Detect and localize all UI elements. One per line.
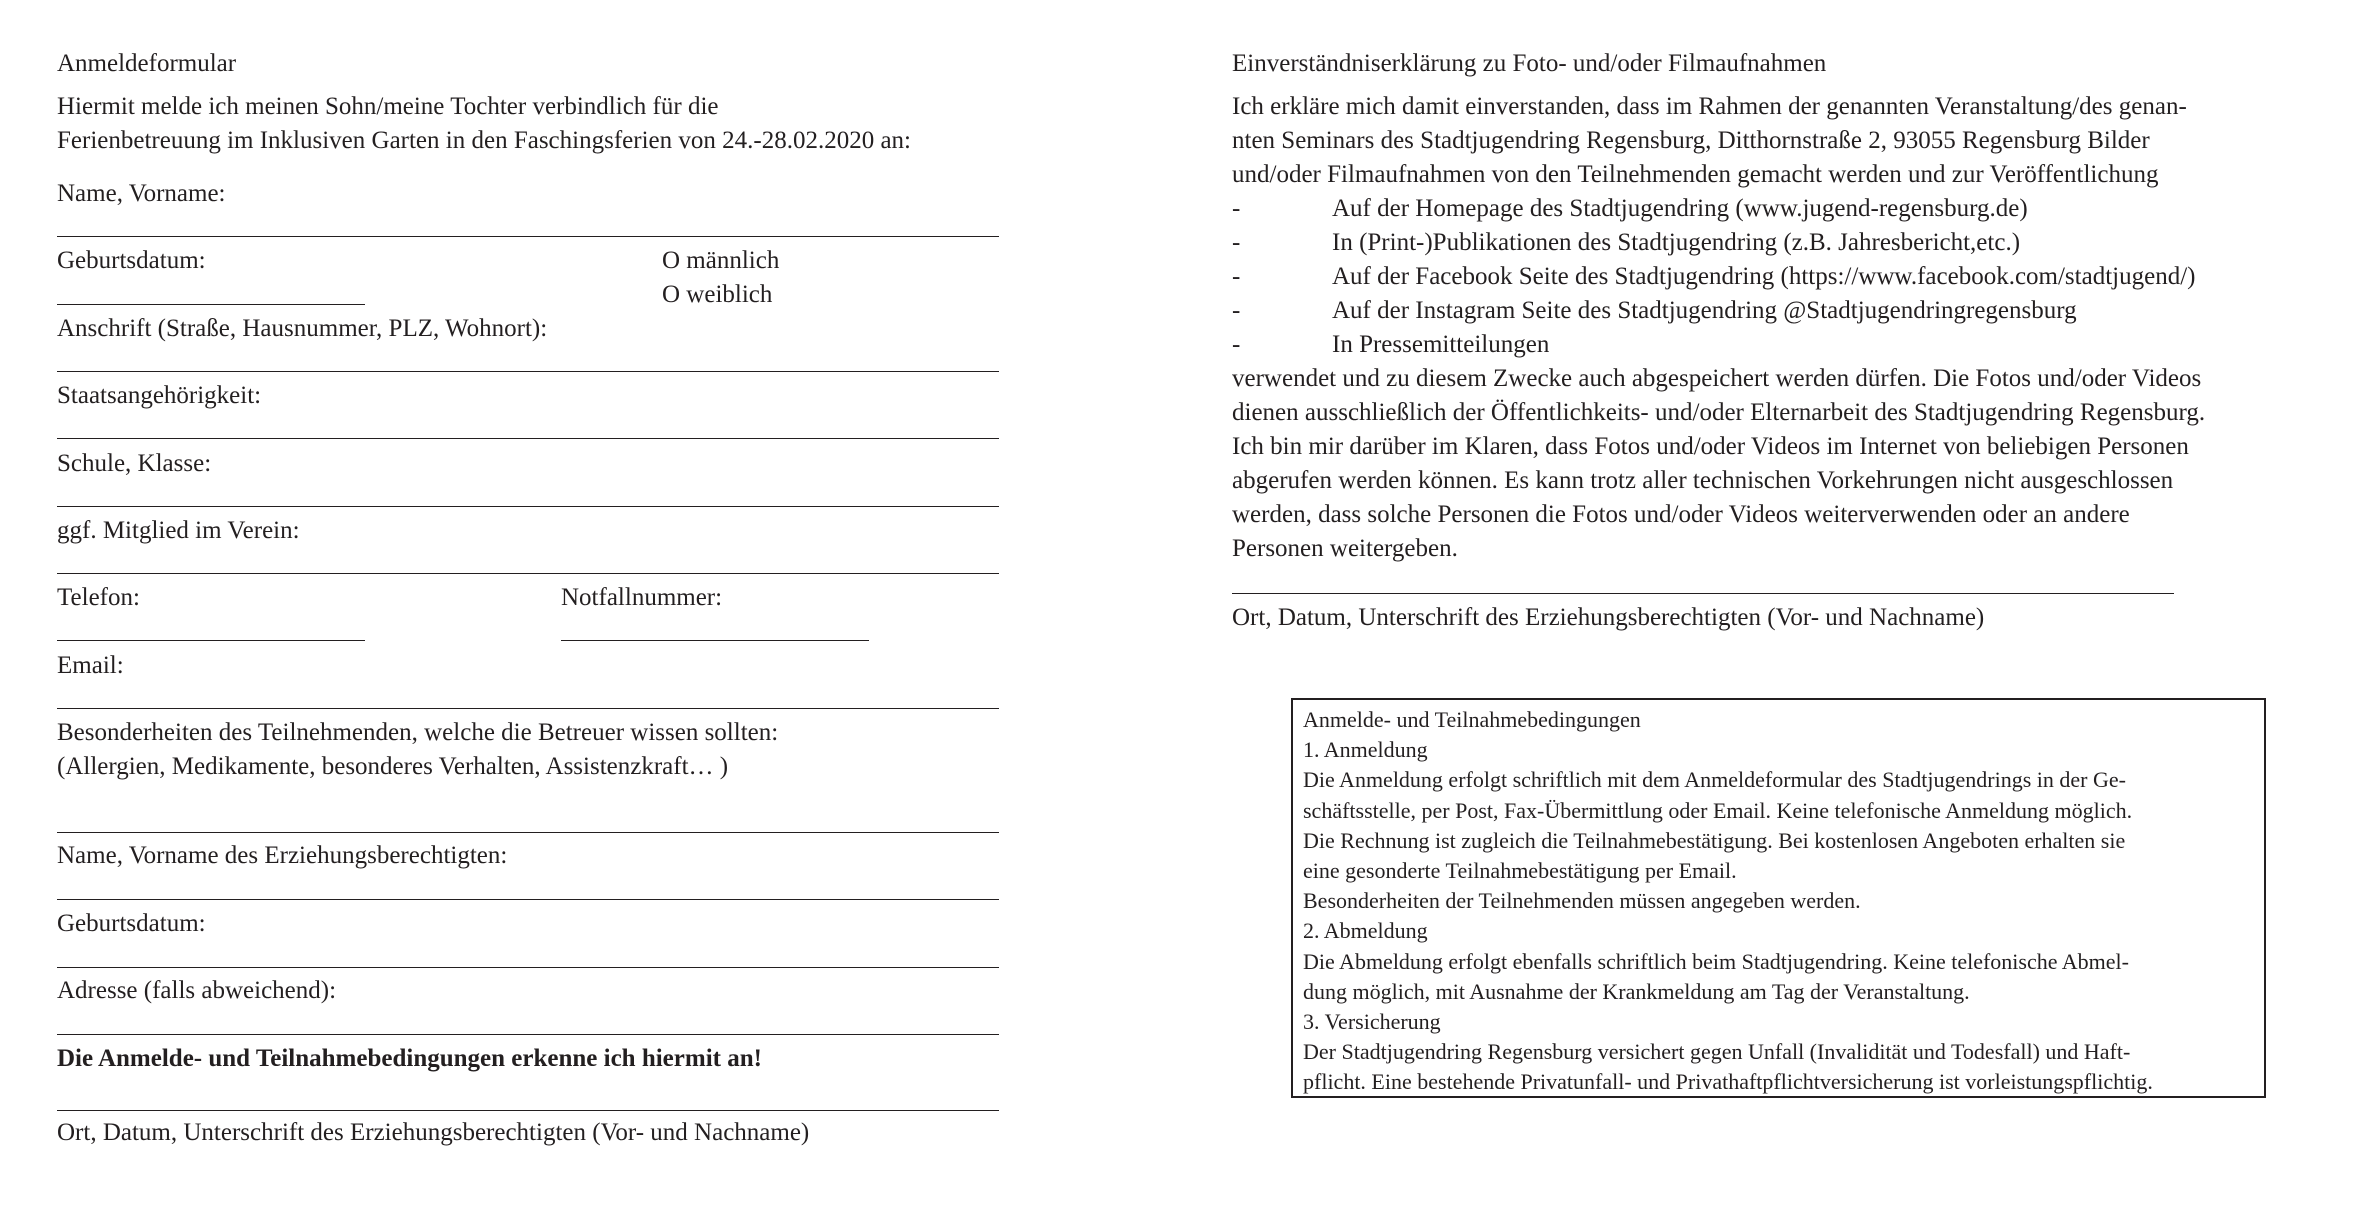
intro-line-1: Hiermit melde ich meinen Sohn/meine Tochter verbindlich für die [57,93,719,120]
consent-signature-label: Ort, Datum, Unterschrift des Erziehungsberechtigten (Vor- und Nachname) [1232,604,1985,631]
terms-line: 3. Versicherung [1303,1009,1441,1035]
consent-heading: Einverständniserklärung zu Foto- und/oder Filmaufnahmen [1232,50,1827,77]
bullet-dash: - [1232,331,1241,358]
terms-line: pflicht. Eine bestehende Privatunfall- und Privathaftpflichtversicherung ist vorleistungspflichtig. [1303,1069,2153,1095]
terms-line: schäftsstelle, per Post, Fax-Übermittlung oder Email. Keine telefonische Anmeldung möglich. [1303,797,2133,823]
email-field[interactable] [57,708,999,709]
terms-line: 1. Anmeldung [1303,737,1428,763]
form-signature-field[interactable] [57,1110,999,1111]
club-field[interactable] [57,573,999,574]
bullet-text: Auf der Facebook Seite des Stadtjugendring (https://www.facebook.com/stadtjugend/) [1332,263,2196,290]
bullet-dash: - [1232,195,1241,222]
terms-line: Die Rechnung ist zugleich die Teilnahmebestätigung. Bei kostenlosen Angeboten erhalten sie [1303,827,2126,853]
special-notes-label: Besonderheiten des Teilnehmenden, welche die Betreuer wissen sollten: [57,719,779,746]
school-label: Schule, Klasse: [57,450,212,477]
terms-title: Anmelde- und Teilnahmebedingungen [1303,707,1641,732]
gender-female-option[interactable]: O weiblich [662,281,773,308]
club-label: ggf. Mitglied im Verein: [57,517,300,544]
form-signature-label: Ort, Datum, Unterschrift des Erziehungsberechtigten (Vor- und Nachname) [57,1119,810,1146]
consent-body [1232,90,2352,566]
name-label: Name, Vorname: [57,180,226,207]
consent-bullet-item [1232,226,2352,260]
consent-signature-field[interactable] [1232,593,2174,594]
guardian-birthdate-label: Geburtsdatum: [57,910,206,937]
consent-bullet-item [1232,294,2352,328]
consent-intro-line: Ich erkläre mich damit einverstanden, dass im Rahmen der genannten Veranstaltung/des genan- [1232,93,2187,120]
intro-line-2: Ferienbetreuung im Inklusiven Garten in den Faschingsferien von 24.-28.02.2020 an: [57,127,911,154]
bullet-text: Auf der Homepage des Stadtjugendring (www.jugend-regensburg.de) [1332,195,2028,222]
terms-line: Die Anmeldung erfolgt schriftlich mit dem Anmeldeformular des Stadtjugendrings in der Ge- [1303,767,2126,793]
terms-line: eine gesonderte Teilnahmebestätigung per Email. [1303,858,1737,884]
birthdate-field[interactable] [57,304,365,305]
special-notes-field[interactable] [57,832,999,833]
consent-bullet-item [1232,328,2352,362]
terms-line: dung möglich, mit Ausnahme der Krankmeldung am Tag der Veranstaltung. [1303,978,1970,1004]
school-field[interactable] [57,506,999,507]
consent-bullet-item [1232,192,2352,226]
address-field[interactable] [57,371,999,372]
nationality-label: Staatsangehörigkeit: [57,382,262,409]
bullet-text: In (Print-)Publikationen des Stadtjugendring (z.B. Jahresbericht,etc.) [1332,229,2021,256]
guardian-name-field[interactable] [57,899,999,900]
consent-closing-line: Personen weitergeben. [1232,535,1458,562]
email-label: Email: [57,652,124,679]
guardian-birthdate-field[interactable] [57,967,999,968]
phone-label: Telefon: [57,584,140,611]
terms-line: Besonderheiten der Teilnehmenden müssen angegeben werden. [1303,888,1861,914]
phone-field[interactable] [57,640,365,641]
special-notes-hint: (Allergien, Medikamente, besonderes Verhalten, Assistenzkraft… ) [57,753,729,780]
consent-bullet-item [1232,260,2352,294]
gender-male-option[interactable]: O männlich [662,247,780,274]
birthdate-label: Geburtsdatum: [57,247,206,274]
consent-closing-line: verwendet und zu diesem Zwecke auch abgespeichert werden dürfen. Die Fotos und/oder Videos [1232,365,2202,392]
consent-closing-line: abgerufen werden können. Es kann trotz aller technischen Vorkehrungen nicht ausgeschlossen [1232,467,2174,494]
terms-box [1291,698,2266,1098]
consent-closing-line: Ich bin mir darüber im Klaren, dass Fotos und/oder Videos im Internet von beliebigen Personen [1232,433,2189,460]
consent-intro-line: und/oder Filmaufnahmen von den Teilnehmenden gemacht werden und zur Veröffentlichung [1232,161,2159,188]
bullet-text: Auf der Instagram Seite des Stadtjugendring @Stadtjugendringregensburg [1332,297,2077,324]
guardian-address-label: Adresse (falls abweichend): [57,977,337,1004]
bullet-text: In Pressemitteilungen [1332,331,1550,358]
terms-line: Der Stadtjugendring Regensburg versichert gegen Unfall (Invalidität und Todesfall) und Haft- [1303,1039,2131,1065]
consent-intro-line: nten Seminars des Stadtjugendring Regensburg, Ditthornstraße 2, 93055 Regensburg Bilder [1232,127,2150,154]
consent-closing-line: dienen ausschließlich der Öffentlichkeits- und/oder Elternarbeit des Stadtjugendring Regensburg. [1232,399,2206,426]
form-heading: Anmeldeformular [57,50,237,77]
bullet-dash: - [1232,263,1241,290]
guardian-address-field[interactable] [57,1034,999,1035]
bullet-dash: - [1232,229,1241,256]
terms-line: 2. Abmeldung [1303,918,1428,944]
terms-line: Die Abmeldung erfolgt ebenfalls schriftlich beim Stadtjugendring. Keine telefonische Abmel- [1303,948,2129,974]
guardian-name-label: Name, Vorname des Erziehungsberechtigten: [57,842,508,869]
bullet-dash: - [1232,297,1241,324]
address-label: Anschrift (Straße, Hausnummer, PLZ, Wohnort): [57,315,548,342]
emergency-field[interactable] [561,640,869,641]
consent-closing-line: werden, dass solche Personen die Fotos und/oder Videos weiterverwenden oder an andere [1232,501,2130,528]
emergency-label: Notfallnummer: [561,584,723,611]
name-field[interactable] [57,236,999,237]
nationality-field[interactable] [57,438,999,439]
accept-terms-statement: Die Anmelde- und Teilnahmebedingungen erkenne ich hiermit an! [57,1045,762,1072]
